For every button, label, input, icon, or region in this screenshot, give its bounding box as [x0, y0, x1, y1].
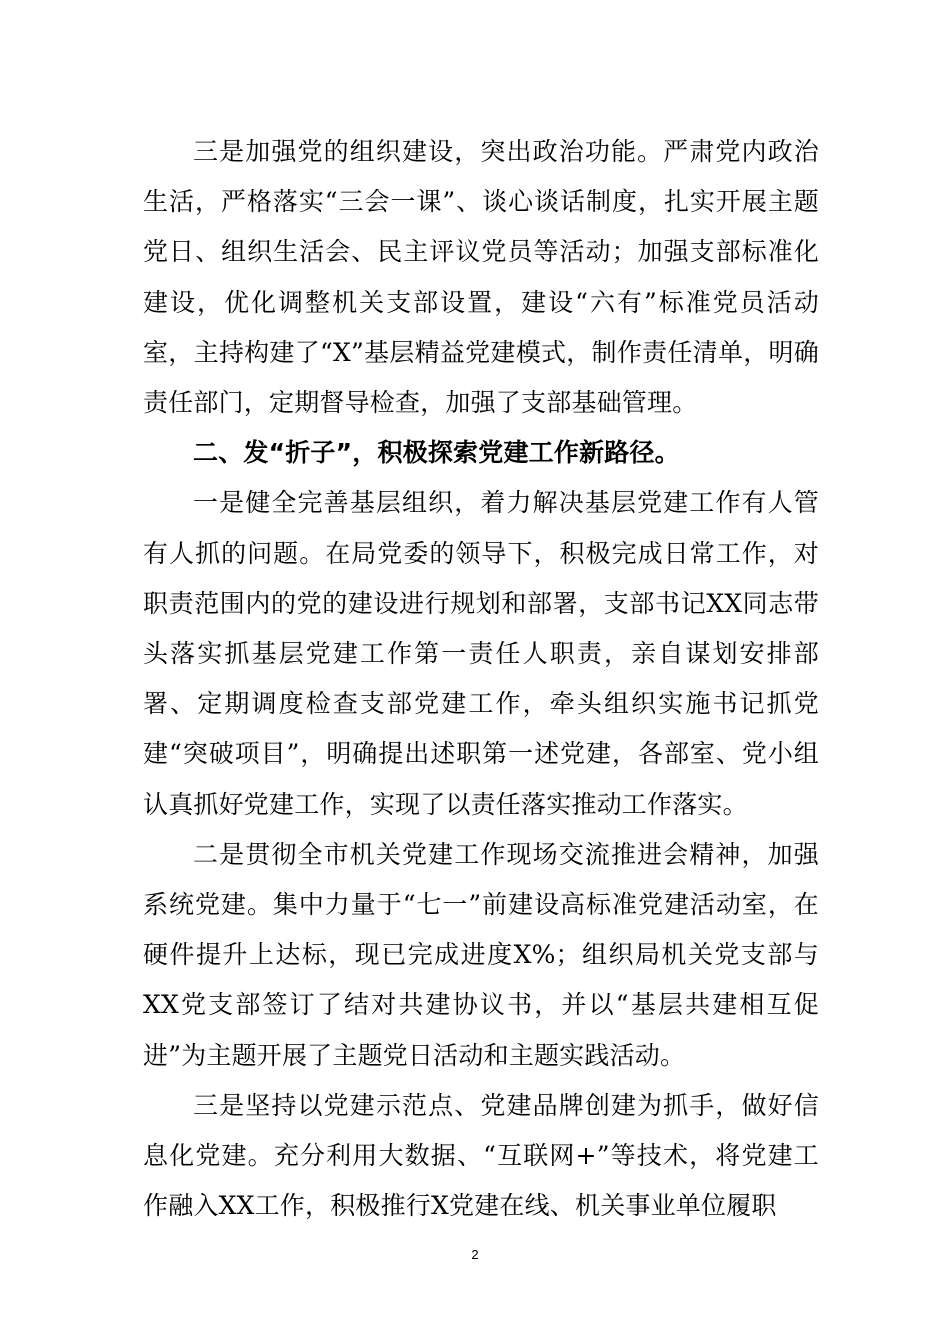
paragraph-grassroots-organization: 一是健全完善基层组织，着力解决基层党建工作有人管有人抓的问题。在局党委的领导下，积极完成日常工作，对职责范围内的党的建设进行规划和部署，支部书记XX同志带头落实抓基层党建工作第一责任人职责，亲自谋划安排部署、定期调度检查支部党建工作，牵头组织实施书记抓党建“突破项目”，明确提出述职第一述党建，各部室、党小组认真抓好党建工作，实现了以责任落实推动工作落实。 — [143, 488, 819, 819]
section-heading: 二、发“折子”，积极探索党建工作新路径。 — [193, 438, 680, 468]
document-body — [143, 127, 819, 1231]
paragraph-organization-building: 三是加强党的组织建设，突出政治功能。严肃党内政治生活，严格落实“三会一课”、谈心谈话制度，扎实开展主题党日、组织生活会、民主评议党员等活动；加强支部标准化建设，优化调整机关支部设置，建设“六有”标准党员活动室，主持构建了“X”基层精益党建模式，制作责任清单，明确责任部门，定期督导检查，加强了支部基础管理。 — [143, 137, 819, 418]
paragraph-system-party-building: 二是贯彻全市机关党建工作现场交流推进会精神，加强系统党建。集中力量于“七一”前建设高标准党建活动室，在硬件提升上达标，现已完成进度X%；组织局机关党支部与XX党支部签订了结对共建协议书，并以“基层共建相互促进”为主题开展了主题党日活动和主题实践活动。 — [143, 839, 819, 1070]
paragraph-informatization: 三是坚持以党建示范点、党建品牌创建为抓手，做好信息化党建。充分利用大数据、“互联网+”等技术，将党建工作融入XX工作，积极推行X党建在线、机关事业单位履职 — [143, 1090, 819, 1221]
page-number: 2 — [471, 1247, 479, 1262]
